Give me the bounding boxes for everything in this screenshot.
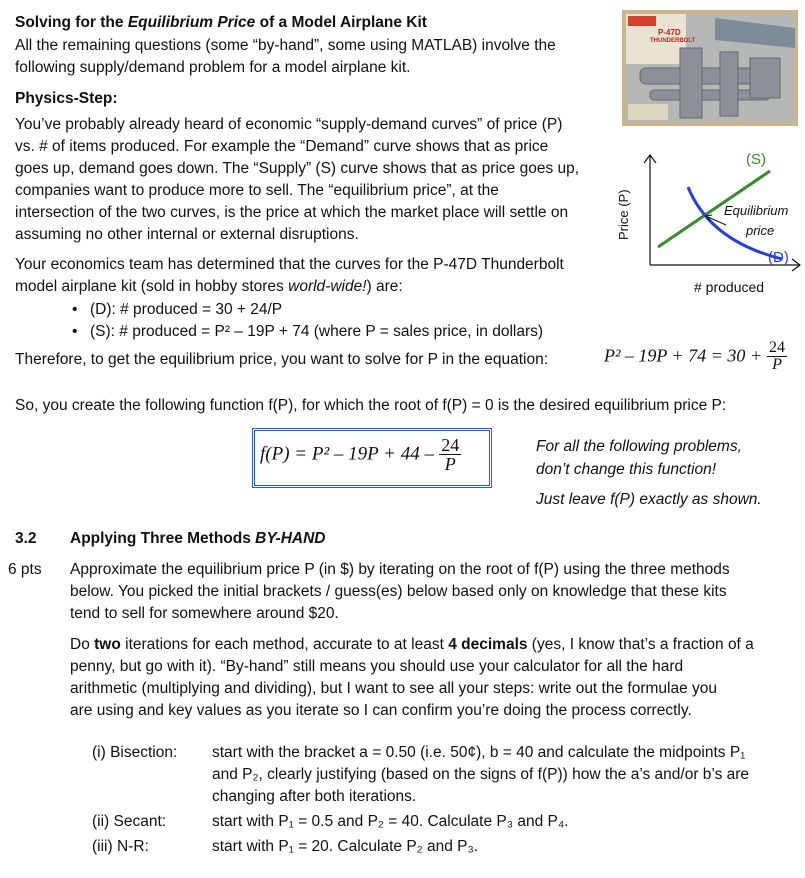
- so-line: So, you create the following function f(P), for which the root of f(P) = 0 is the desired equilibrium price P:: [15, 397, 727, 414]
- function-numerator: 24: [441, 435, 460, 455]
- para2-line-2: model airplane kit (sold in hobby stores world-wide!) are:: [15, 278, 403, 295]
- method-nr-line: start with P₁ = 20. Calculate P₂ and P₃.: [212, 838, 479, 855]
- para2-line-1: Your economics team has determined that the curves for the P-47D Thunderbolt: [15, 256, 564, 273]
- equilibrium-label: Equilibrium: [724, 203, 789, 218]
- method-secant-label: (ii) Secant:: [92, 813, 167, 830]
- bullet-supply: • (S): # produced = P² – 19P + 74 (where P = sales price, in dollars): [90, 321, 543, 343]
- price-label: price: [746, 223, 775, 238]
- equation-numerator: 24: [769, 339, 786, 356]
- intro-line-2: following supply/demand problem for a model airplane kit.: [15, 59, 411, 76]
- section-number: 3.2: [15, 530, 37, 547]
- supply-demand-graph: [612, 145, 804, 305]
- body2-line-1: Do two iterations for each method, accurate to at least 4 decimals (yes, I know that’s a fraction of a: [70, 636, 754, 653]
- equation-fraction: [767, 340, 787, 373]
- points-label: 6 pts: [8, 561, 42, 578]
- body1-line-1: Approximate the equilibrium price P (in $) by iterating on the root of f(P) using the three methods: [70, 561, 730, 578]
- para1-line-4: companies want to produce more to sell. The “equilibrium price”, at the: [15, 182, 499, 199]
- function-equation: [260, 436, 461, 473]
- note-line-1: For all the following problems,: [536, 438, 742, 455]
- method-bisection-line-1: start with the bracket a = 0.50 (i.e. 50¢), b = 40 and calculate the midpoints P₁: [212, 744, 746, 761]
- method-bisection-line-2: and P₂, clearly justifying (based on the signs of f(P)) how the a’s and/or b’s are: [212, 766, 750, 783]
- para1-line-2: vs. # of items produced. For example the “Demand” curve shows that as price: [15, 138, 549, 155]
- note-line-3: Just leave f(P) exactly as shown.: [536, 491, 762, 508]
- intro-line-1: All the remaining questions (some “by-hand”, some using MATLAB) involve the: [15, 37, 556, 54]
- body2-line-4: are using and key values as you iterate so I can confirm you’re doing the process correctly.: [70, 702, 692, 719]
- function-left: f(P) = P² – 19P + 44 –: [260, 443, 434, 465]
- body2-line-3: arithmetic (multiplying and dividing), but I want to see all your steps: write out the formulae you: [70, 680, 718, 697]
- method-nr-label: (iii) N-R:: [92, 838, 149, 855]
- para1-line-3: goes up, demand goes down. The “Supply” (S) curve shows that as price goes up,: [15, 160, 580, 177]
- method-bisection-line-3: changing after both iterations.: [212, 788, 417, 805]
- method-bisection-label: (i) Bisection:: [92, 744, 178, 761]
- kit-box-illustration: [620, 8, 800, 128]
- body1-line-2: below. You picked the initial brackets / guess(es) below based only on knowledge that these kits: [70, 583, 727, 600]
- y-axis-label: Price (P): [616, 189, 631, 240]
- physics-heading: Physics-Step:: [15, 90, 118, 107]
- function-denominator: P: [444, 454, 456, 474]
- section-title: Applying Three Methods BY-HAND: [70, 530, 326, 547]
- method-secant-line: start with P₁ = 0.5 and P₂ = 40. Calculate P₃ and P₄.: [212, 813, 569, 830]
- x-axis-label: # produced: [694, 279, 765, 295]
- body1-line-3: tend to sell for somewhere around $20.: [70, 605, 339, 622]
- function-fraction: [439, 436, 461, 473]
- note-line-2: don’t change this function!: [536, 461, 717, 478]
- body2-line-2: penny, but go with it). “By-hand” still means you should use your calculator for all the hard: [70, 658, 684, 675]
- supply-label: (S): [746, 151, 766, 168]
- bullet-demand: • (D): # produced = 30 + 24/P: [90, 299, 282, 321]
- para1-line-5: intersection of the two curves, is the price at which the market place will settle on: [15, 204, 569, 221]
- equation-main: [604, 340, 787, 373]
- equation-denominator: P: [772, 356, 782, 373]
- para1-line-1: You’ve probably already heard of economic “supply-demand curves” of price (P): [15, 116, 563, 133]
- kit-brand-label: P-47D: [658, 28, 681, 37]
- page-title: Solving for the Equilibrium Price of a Model Airplane Kit: [15, 14, 427, 31]
- therefore-text: Therefore, to get the equilibrium price, you want to solve for P in the equation:: [15, 351, 549, 368]
- demand-label: (D): [768, 249, 789, 266]
- equation-left: P² – 19P + 74 = 30 +: [604, 345, 763, 366]
- kit-sub-label: THUNDERBOLT: [650, 38, 696, 44]
- model-kit-image: [620, 8, 800, 128]
- para1-line-6: assuming no other internal or external disruptions.: [15, 226, 359, 243]
